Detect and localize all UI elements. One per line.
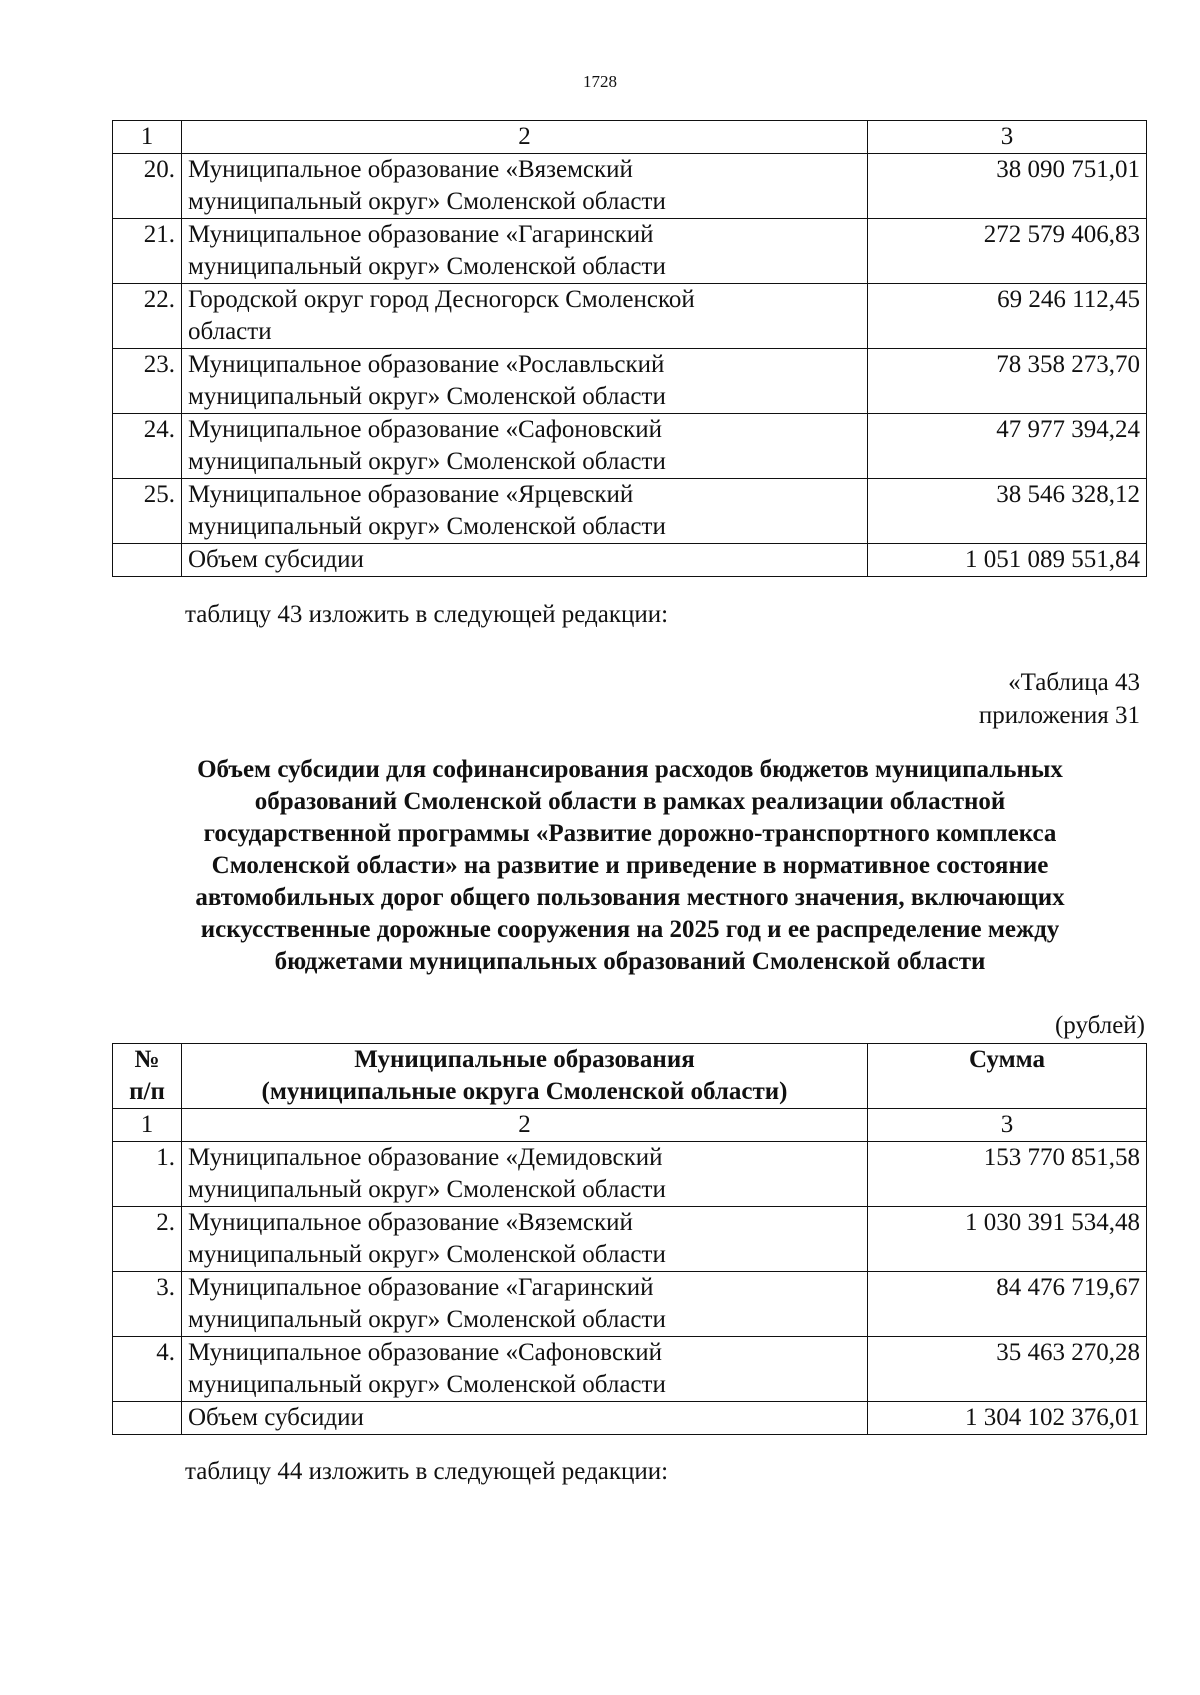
name-line: муниципальный округ» Смоленской области	[188, 513, 666, 540]
amount-cell: 47 977 394,24	[868, 414, 1147, 479]
amount-cell: 153 770 851,58	[868, 1142, 1147, 1207]
municipality-name	[182, 1207, 868, 1272]
title-line: Смоленской области» на развитие и приведение в нормативное состояние	[211, 852, 1049, 879]
header-line: п/п	[129, 1078, 165, 1105]
header-row	[113, 1044, 1147, 1109]
amount-cell: 35 463 270,28	[868, 1337, 1147, 1402]
title-line: государственной программы «Развитие дорожно-транспортного комплекса	[203, 820, 1057, 847]
name-line: муниципальный округ» Смоленской области	[188, 448, 666, 475]
row-number: 1.	[113, 1142, 182, 1207]
column-index-row	[113, 1109, 1147, 1142]
total-row	[113, 544, 1147, 577]
header-number	[113, 1044, 182, 1109]
column-index-row	[113, 121, 1147, 154]
name-line: Муниципальное образование «Демидовский	[188, 1144, 663, 1171]
name-line: Муниципальное образование «Гагаринский	[188, 221, 654, 248]
column-index-cell: 3	[868, 1109, 1147, 1142]
name-line: Городской округ город Десногорск Смоленской	[188, 286, 695, 313]
municipality-name	[182, 1337, 868, 1402]
amount-cell: 69 246 112,45	[868, 284, 1147, 349]
amount-cell: 38 090 751,01	[868, 154, 1147, 219]
unit-note: (рублей)	[1054, 1012, 1145, 1039]
row-number: 23.	[113, 349, 182, 414]
row-number: 25.	[113, 479, 182, 544]
name-line: муниципальный округ» Смоленской области	[188, 1176, 666, 1203]
table-row	[113, 284, 1147, 349]
municipality-name	[182, 219, 868, 284]
table-row	[113, 154, 1147, 219]
total-row	[113, 1402, 1147, 1435]
column-index-cell: 2	[182, 121, 868, 154]
table-caption-appendix: приложения 31	[978, 702, 1140, 729]
total-amount: 1 051 089 551,84	[868, 544, 1147, 577]
name-line: муниципальный округ» Смоленской области	[188, 1371, 666, 1398]
municipality-name	[182, 154, 868, 219]
table-row	[113, 349, 1147, 414]
empty-cell	[113, 544, 182, 577]
name-line: муниципальный округ» Смоленской области	[188, 188, 666, 215]
name-line: муниципальный округ» Смоленской области	[188, 1241, 666, 1268]
row-number: 20.	[113, 154, 182, 219]
subsidy-table-continuation	[112, 120, 1147, 577]
total-label: Объем субсидии	[182, 1402, 868, 1435]
table-row	[113, 1272, 1147, 1337]
name-line: Муниципальное образование «Рославльский	[188, 351, 665, 378]
column-index-cell: 1	[113, 121, 182, 154]
name-line: Муниципальное образование «Вяземский	[188, 156, 633, 183]
row-number: 24.	[113, 414, 182, 479]
column-index-cell: 2	[182, 1109, 868, 1142]
municipality-name	[182, 1142, 868, 1207]
title-line: Объем субсидии для софинансирования расходов бюджетов муниципальных	[197, 756, 1063, 783]
column-index-cell: 1	[113, 1109, 182, 1142]
name-line: Муниципальное образование «Гагаринский	[188, 1274, 654, 1301]
instruction-text: таблицу 44 изложить в следующей редакции:	[185, 1458, 669, 1485]
subsidy-table-43	[112, 1043, 1147, 1435]
amount-cell: 38 546 328,12	[868, 479, 1147, 544]
instruction-text: таблицу 43 изложить в следующей редакции:	[185, 601, 669, 628]
row-number: 2.	[113, 1207, 182, 1272]
row-number: 21.	[113, 219, 182, 284]
name-line: Муниципальное образование «Сафоновский	[188, 416, 662, 443]
table-row	[113, 219, 1147, 284]
page-number: 1728	[583, 72, 617, 91]
total-label: Объем субсидии	[182, 544, 868, 577]
row-number: 22.	[113, 284, 182, 349]
title-line: образований Смоленской области в рамках реализации областной	[254, 788, 1006, 815]
title-line: автомобильных дорог общего пользования местного значения, включающих	[195, 884, 1065, 911]
column-index-cell: 3	[868, 121, 1147, 154]
municipality-name	[182, 284, 868, 349]
empty-cell	[113, 1402, 182, 1435]
municipality-name	[182, 1272, 868, 1337]
header-line: №	[134, 1046, 160, 1073]
name-line: Муниципальное образование «Ярцевский	[188, 481, 634, 508]
municipality-name	[182, 349, 868, 414]
table-row	[113, 1142, 1147, 1207]
name-line: Муниципальное образование «Вяземский	[188, 1209, 633, 1236]
table-row	[113, 479, 1147, 544]
name-line: муниципальный округ» Смоленской области	[188, 1306, 666, 1333]
header-line: (муниципальные округа Смоленской области)	[261, 1078, 788, 1105]
table-row	[113, 414, 1147, 479]
row-number: 4.	[113, 1337, 182, 1402]
amount-cell: 272 579 406,83	[868, 219, 1147, 284]
table-row	[113, 1337, 1147, 1402]
title-line: бюджетами муниципальных образований Смоленской области	[274, 948, 986, 975]
name-line: муниципальный округ» Смоленской области	[188, 253, 666, 280]
amount-cell: 84 476 719,67	[868, 1272, 1147, 1337]
header-line: Муниципальные образования	[354, 1046, 695, 1073]
table-title	[110, 754, 1150, 978]
table-row	[113, 1207, 1147, 1272]
row-number: 3.	[113, 1272, 182, 1337]
total-amount: 1 304 102 376,01	[868, 1402, 1147, 1435]
name-line: области	[188, 318, 272, 345]
municipality-name	[182, 479, 868, 544]
name-line: муниципальный округ» Смоленской области	[188, 383, 666, 410]
header-municipalities	[182, 1044, 868, 1109]
amount-cell: 78 358 273,70	[868, 349, 1147, 414]
title-line: искусственные дорожные сооружения на 2025 год и ее распределение между	[200, 916, 1060, 943]
municipality-name	[182, 414, 868, 479]
name-line: Муниципальное образование «Сафоновский	[188, 1339, 662, 1366]
table-caption-number: «Таблица 43	[1008, 669, 1140, 696]
amount-cell: 1 030 391 534,48	[868, 1207, 1147, 1272]
header-sum: Сумма	[868, 1044, 1147, 1109]
